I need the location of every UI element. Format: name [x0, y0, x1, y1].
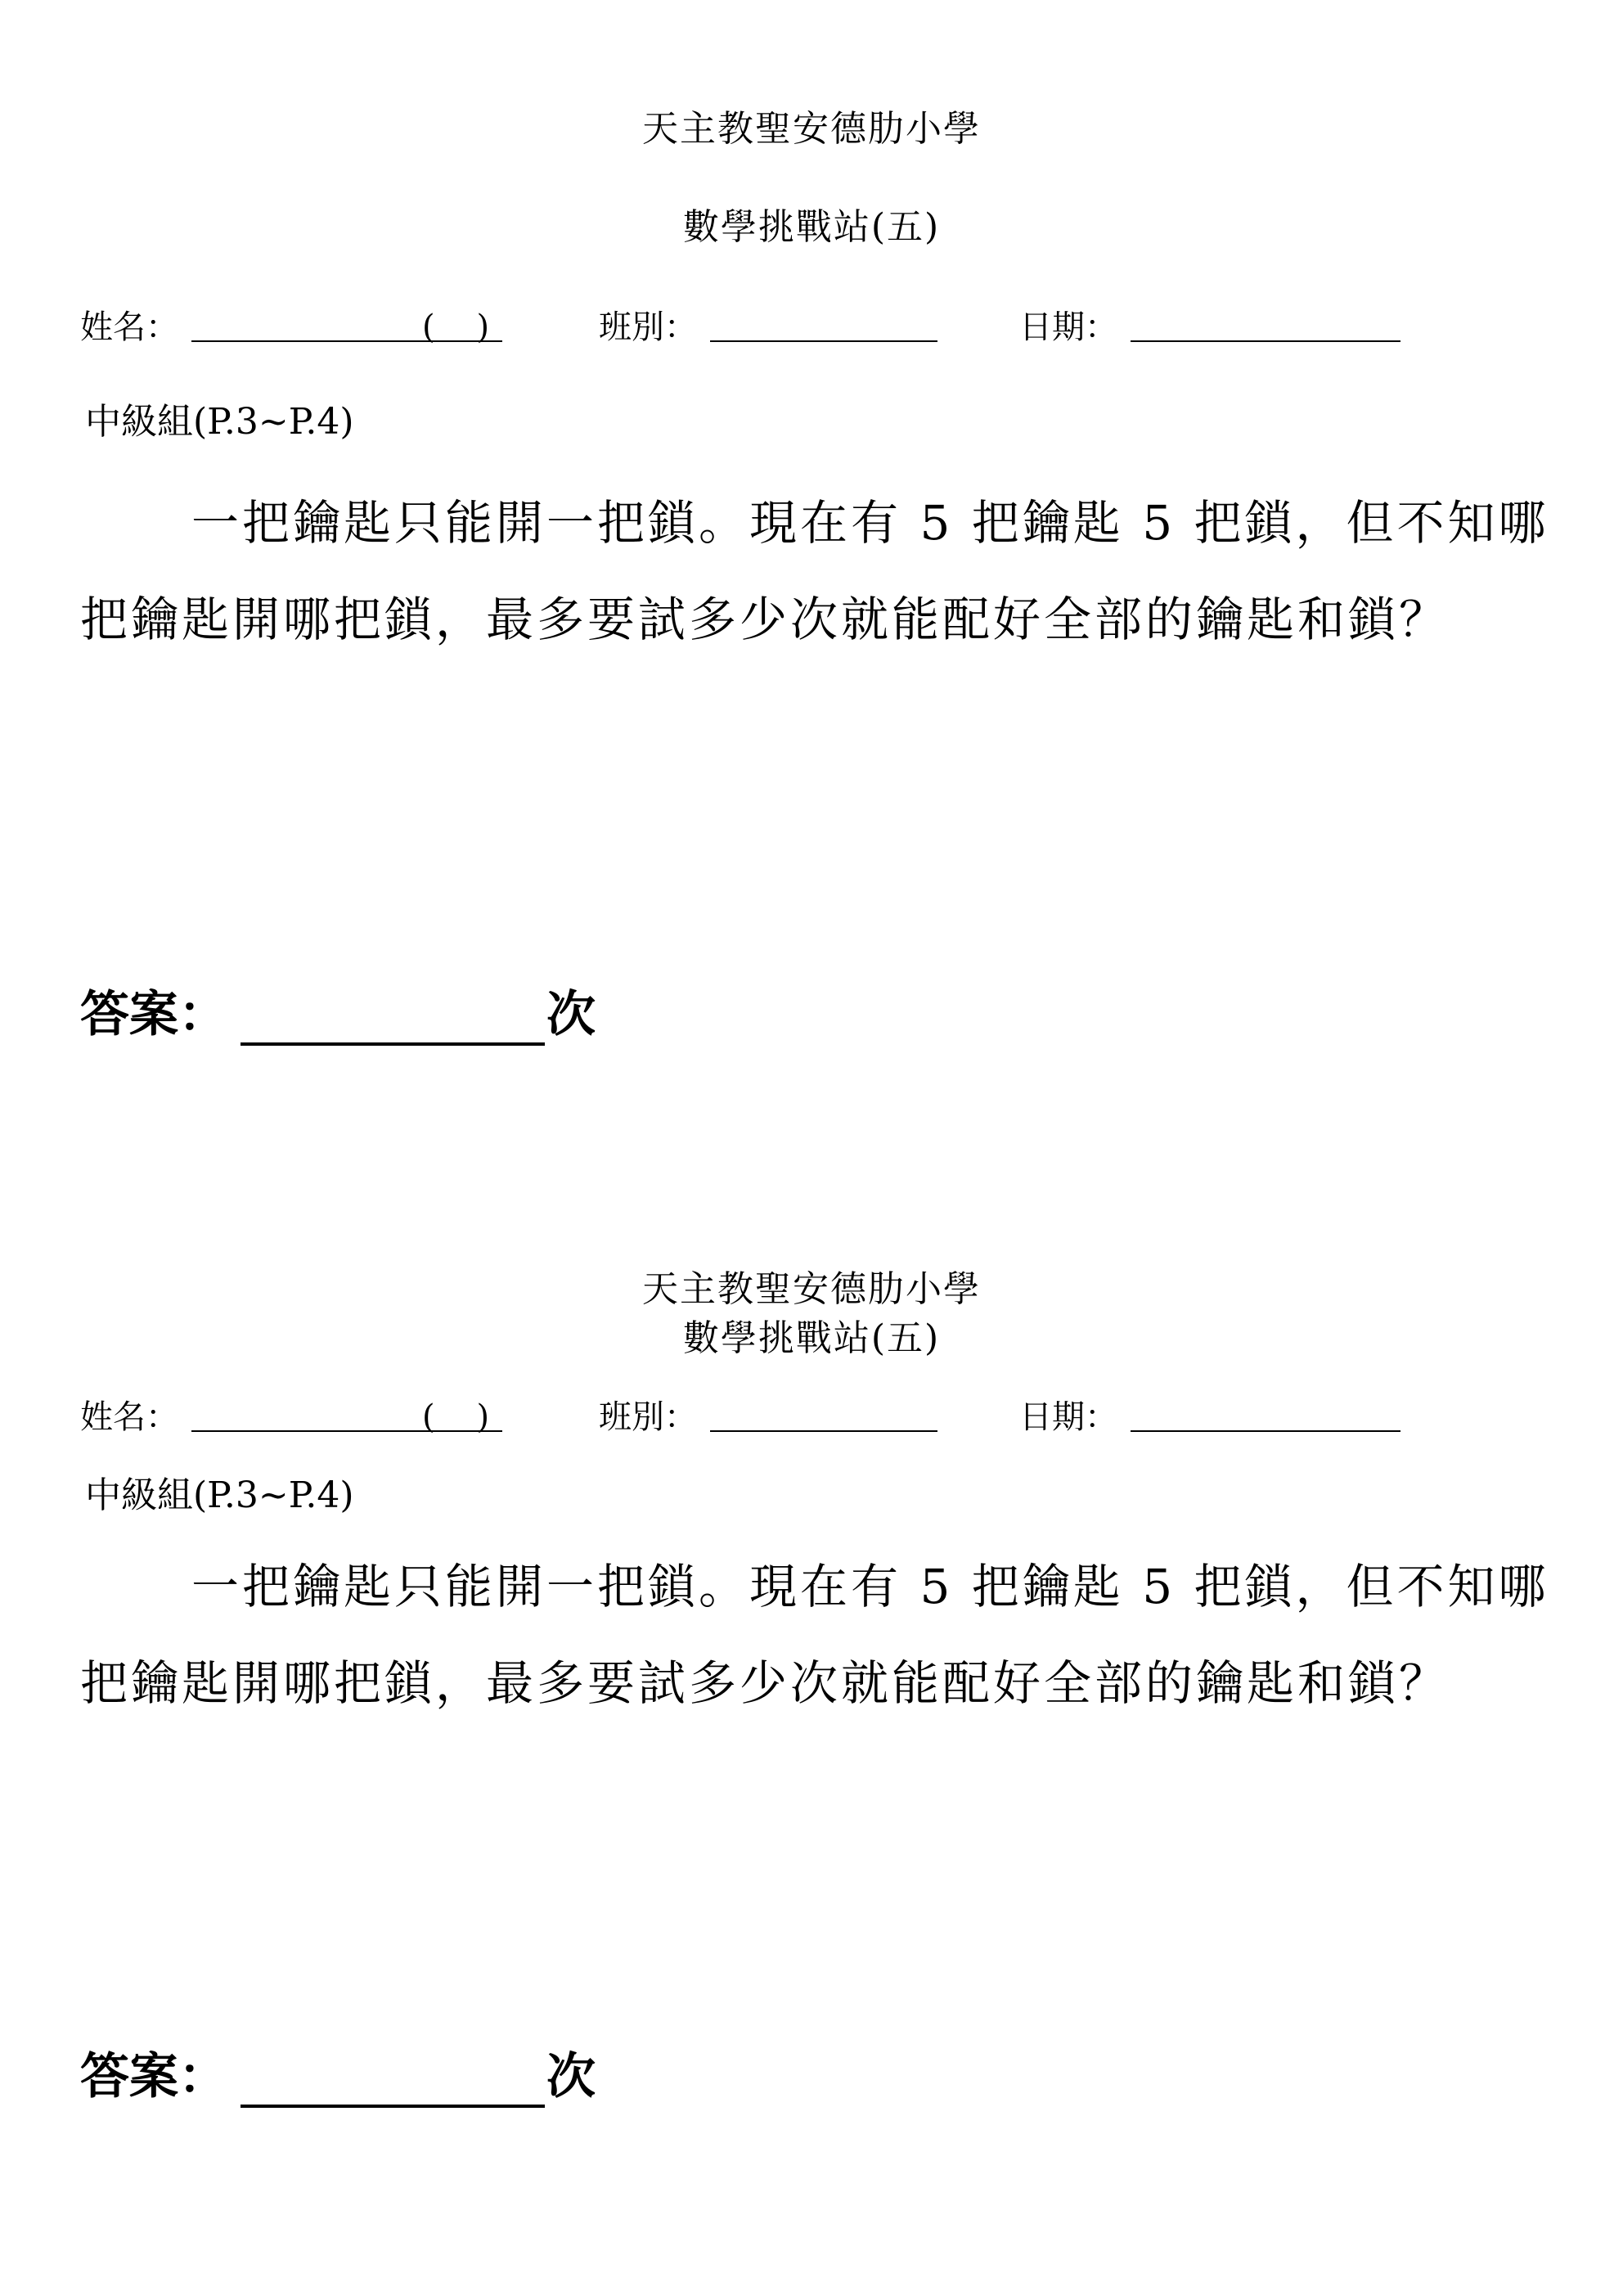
name-label: 姓名： — [80, 308, 178, 346]
class-number-brackets: ( ) — [422, 1398, 490, 1436]
date-blank[interactable] — [1131, 1430, 1400, 1432]
answer-label: 答案： — [80, 986, 227, 1043]
school-name: 天主教聖安德肋小學 — [642, 1268, 981, 1310]
question-text: 一把鑰匙只能開一把鎖。現在有 5 把鑰匙 5 把鎖，但不知哪把鑰匙開哪把鎖，最多要試多少次就能配好全部的鑰匙和鎖？ — [80, 1559, 1549, 1711]
challenge-title: 數學挑戰站(五) — [682, 206, 941, 248]
date-label: 日期： — [1019, 308, 1117, 346]
level-label: 中級組(P.3~P.4) — [85, 1474, 354, 1516]
class-blank[interactable] — [710, 340, 937, 342]
student-info-row — [80, 1394, 1471, 1440]
answer-unit: 次 — [546, 986, 596, 1043]
class-number-brackets: ( ) — [422, 308, 490, 346]
student-info-row — [80, 304, 1471, 350]
date-label: 日期： — [1019, 1398, 1117, 1436]
class-label: 班別： — [599, 1398, 697, 1436]
school-name: 天主教聖安德肋小學 — [642, 108, 981, 150]
answer-unit: 次 — [546, 2048, 596, 2105]
class-label: 班別： — [599, 308, 697, 346]
date-blank[interactable] — [1131, 340, 1400, 342]
answer-row — [80, 2044, 653, 2109]
level-label: 中級組(P.3~P.4) — [85, 401, 354, 443]
challenge-title: 數學挑戰站(五) — [682, 1317, 941, 1359]
class-blank[interactable] — [710, 1430, 937, 1432]
name-label: 姓名： — [80, 1398, 178, 1436]
answer-row — [80, 982, 653, 1047]
question-text: 一把鑰匙只能開一把鎖。現在有 5 把鑰匙 5 把鎖，但不知哪把鑰匙開哪把鎖，最多要試多少次就能配好全部的鑰匙和鎖？ — [80, 495, 1549, 647]
answer-blank[interactable] — [241, 2105, 545, 2108]
answer-label: 答案： — [80, 2048, 227, 2105]
answer-blank[interactable] — [241, 1042, 545, 1046]
